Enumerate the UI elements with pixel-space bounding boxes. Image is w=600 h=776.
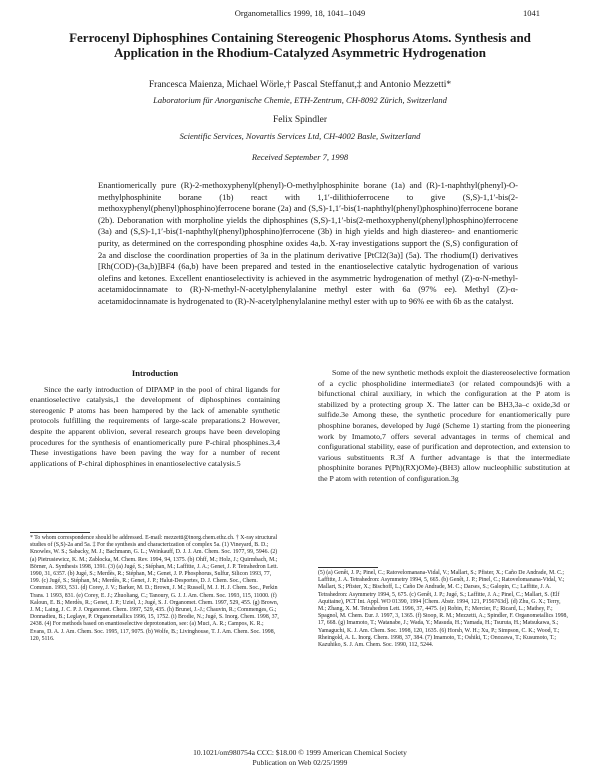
- page-number: 1041: [523, 8, 540, 18]
- publication-date: Publication on Web 02/25/1999: [252, 757, 348, 767]
- paper-title: Ferrocenyl Diphosphines Containing Stereogenic Phosphorus Atoms. Synthesis and Application in the Rhodium-Catalyzed Asymmetric Hydrogenation: [69, 30, 531, 60]
- affiliation: Laboratorium für Anorganische Chemie, ETH-Zentrum, CH-8092 Zürich, Switzerland: [153, 95, 447, 105]
- received-date: Received September 7, 1998: [251, 152, 349, 162]
- author-list-2: Felix Spindler: [272, 115, 328, 125]
- footnotes-left: * To whom correspondence should be addressed. E-mail: mezzetti@inorg.chem.ethz.ch. † X-ray structural studies of (S,S)-2a and 5a. ‡ For the synthesis and characterization of complex 5a. (1) Vineyard, B. D.; Knowles, W. S.; Sabacky, M. J.; Bachmann, G. L.; Weinkauff, D. J. J. Am. Chem. Soc. 1977, 99, 5946. (2) (a) Pietrusiewicz, K. M.; Zablocka, M. Chem. Rev. 1994, 94, 1375. (b) Ohff, M.; Holz, J.; Quirmbach, M.; Börner, A. Synthesis 1998, 1391. (3) (a) Jugé, S.; Stéphan, M.; Laffitte, J. A.; Genet, J. P. Tetrahedron Lett. 1990, 31, 6357. (b) Jugé, S.; Merdès, R.; Stéphan, M.; Genet, J. P. Phosphorus, Sulfur, Silicon 1993, 77, 199. (c) Jugé, S.; Stéphan, M.; Merdès, R.; Genet, J. P.; Halut-Desportes, D. J. Chem. Soc., Chem. Commun. 1993, 531. (d) Corey, J. V.; Barker, M. D.; Brown, J. M.; Russell, M. J. H. J. Chem. Soc., Perkin Trans. 1 1993, 831. (e) Corey, E. J.; Zhuoliang, C.; Tanoury, G. J. J. Am. Chem. Soc. 1993, 115, 11000. (f) Kaloun, E. B.; Merdès, R.; Genet, J. P.; Uziel, J.; Jugé, S. J. Organomet. Chem. 1997, 529, 455. (g) Brown, J. M.; Laing, J. C. P. J. Organomet. Chem. 1997, 529, 435. (h) Brunet, J.-J.; Chauvin, R.; Commenges, G.; Donnadieu, B.; Leglaye, P. Organometallics 1996, 15, 1752. (i) Brodie, N.; Jugé, S. Inorg. Chem. 1998, 37, 2438. (4) For methods based on enantioselective deprotonation, see: (a) Muci, A. R.; Campos, K. R.; Evans, D. A. J. Am. Chem. Soc. 1995, 117, 9075. (b) Wolfe, B.; Livinghouse, T. J. Am. Chem. Soc. 1998, 120, 5116.: [30, 535, 279, 642]
- author-list: Francesca Maienza, Michael Wörle,† Pascal Steffanut,‡ and Antonio Mezzetti*: [148, 80, 452, 90]
- abstract: Enantiomerically pure (R)-2-methoxyphenyl(phenyl)-O-methylphosphinite borane (1a) and (R)-1-naphthyl(phenyl)-O-methylphosphinite borane (1b) react with 1,1′-dilithioferrocene to give (S,S)-1,1′-bis(2-methoxyphenyl(phenyl)phosphino)ferrocene borane (2a) and (S,S)-1,1′-bis(1-naphthyl(phenyl)phosphino)ferrocene borane (2b). Deboranation with morpholine yields the diphosphines (S,S)-1,1′-bis(2-methoxyphenyl(phenyl)phosphino)ferrocene (3a) and (S,S)-1,1′-bis(1-naphthyl(phenyl)phosphino)ferrocene (3b) in high yields and high diastereo- and enantiomeric purity, as determined on the corresponding phosphine oxides 4a,b. X-ray investigations support the (S,S) configuration of 2a and disclose the coordination properties of 3a in the platinum derivative [PtCl2(3a)] (5a). The rhodium(I) derivatives [Rh(COD)-(3a,b)]BF4 (6a,b) have been prepared and tested in the enantioselective catalytic hydrogenation of various olefins and ketones. Excellent enantioselectivity is achieved in the asymmetric hydrogenation of methyl (Z)-α-N-methyl-acetamidocinnamate to (R)-N-methyl-N-acetylphenylalanine methyl ester with 6a (97% ee). Methyl (Z)-α-acetamidocinnamate is hydrogenated to (R)-N-acetylphenylalanine methyl ester with up to 96% ee with 6b as the catalyst.: [98, 180, 518, 306]
- doi-line: 10.1021/om980754a CCC: $18.00 © 1999 American Chemical Society: [193, 748, 407, 757]
- affiliation-2: Scientific Services, Novartis Services Ltd, CH-4002 Basle, Switzerland: [179, 131, 421, 141]
- section-heading-introduction: Introduction: [131, 368, 179, 378]
- journal-citation: Organometallics 1999, 18, 1041–1049: [234, 8, 366, 18]
- right-column: [318, 368, 570, 485]
- footnote-rule-left: [30, 532, 90, 533]
- left-column: [30, 368, 280, 469]
- running-header: [60, 6, 540, 26]
- intro-paragraph: Since the early introduction of DIPAMP in the pool of chiral ligands for enantioselective catalysis,1 the development of diphosphines containing stereogenic P atoms has been hampered by the lack of amenable synthetic protocols fulfilling the requirements of large-scale preparations.2 However, despite the apparent oblivion, several research groups have been developing procedures for the synthesis of enantiomerically pure P-chiral phosphines.3,4 These investigations have been paving the way for a number of recent applications of P-chiral diphosphines in enantioselective catalysis.5: [30, 384, 280, 468]
- page-footer: [60, 748, 540, 767]
- footnotes-right: (5) (a) Genêt, J. P.; Pinel, C.; Ratovelomanana-Vidal, V.; Mallart, S.; Pfister, X.; Caño De Andrade, M. C.; Laffitte, J. A. Tetrahedron: Asymmetry 1994, 5, 665. (b) Genêt, J. P.; Pinel, C.; Ratovelomanana-Vidal, V.; Mallart, S.; Pfister, X.; Bischoff, L.; Caño De Andrade, M. C.; Darses, S.; Galopin, C.; Laffitte, J. A. Tetrahedron: Asymmetry 1994, 5, 675. (c) Genêt, J. P.; Jugé, S.; Laffitte, J. A.; Pinel, C.; Mallart, S. (Elf Aquitaine), PCT Int. Appl. WO 01390, 1994 [Chem. Abstr. 1994, 121, P156763d]. (d) Zhu, G. X.; Terry, M.; Zhang, X. M. Tetrahedron Lett. 1996, 37, 4475. (e) Robin, F.; Mercier, F.; Ricard, L.; Mathey, F.; Spagnol, M. Chem. Eur. J. 1997, 3, 1365. (f) Stoop, R. M.; Mezzetti, A.; Spindler, F. Organometallics 1998, 17, 668. (g) Imamoto, T.; Watanabe, J.; Wada, Y.; Masuda, H.; Yamada, H.; Tsuruta, H.; Matsukawa, S.; Yamaguchi, K. J. Am. Chem. Soc. 1998, 120, 1635. (6) Horsh, W. H.; Xu, P.; Simpson, C. K.; Wood, T.; Rheingold, A. L. Inorg. Chem. 1998, 37, 384. (7) Imamoto, T.; Oshiki, T.; Onozawa, T.; Kusumoto, T.; Kazuhiko, S. J. Am. Chem. Soc. 1990, 112, 5244.: [318, 570, 568, 649]
- footnote-rule-right: [318, 567, 378, 568]
- right-paragraph: Some of the new synthetic methods exploit the diastereoselective formation of a cyclic phospholidine intermediate3 (or related compounds)6 with a bifunctional chiral auxiliary, in which the configuration at the P atom is stabilized by a protecting group X. The latter can be BH3,3a–c oxide,3d or sulfide.3e Among these, the synthetic procedure for enantiomerically pure phosphine boranes, developed by Jugé (Scheme 1) starting from the pioneering work by Imamoto,7 offers several advantages in terms of chemical and configurational stability, ease of purification and deprotection, and extension to various substituents R.3f A further advantage is that the intermediate phosphinite boranes P(Ph)(RX)OMe)-(BH3) allow nucleophilic substitution at the P atom with retention of configuration.3g: [318, 368, 570, 483]
